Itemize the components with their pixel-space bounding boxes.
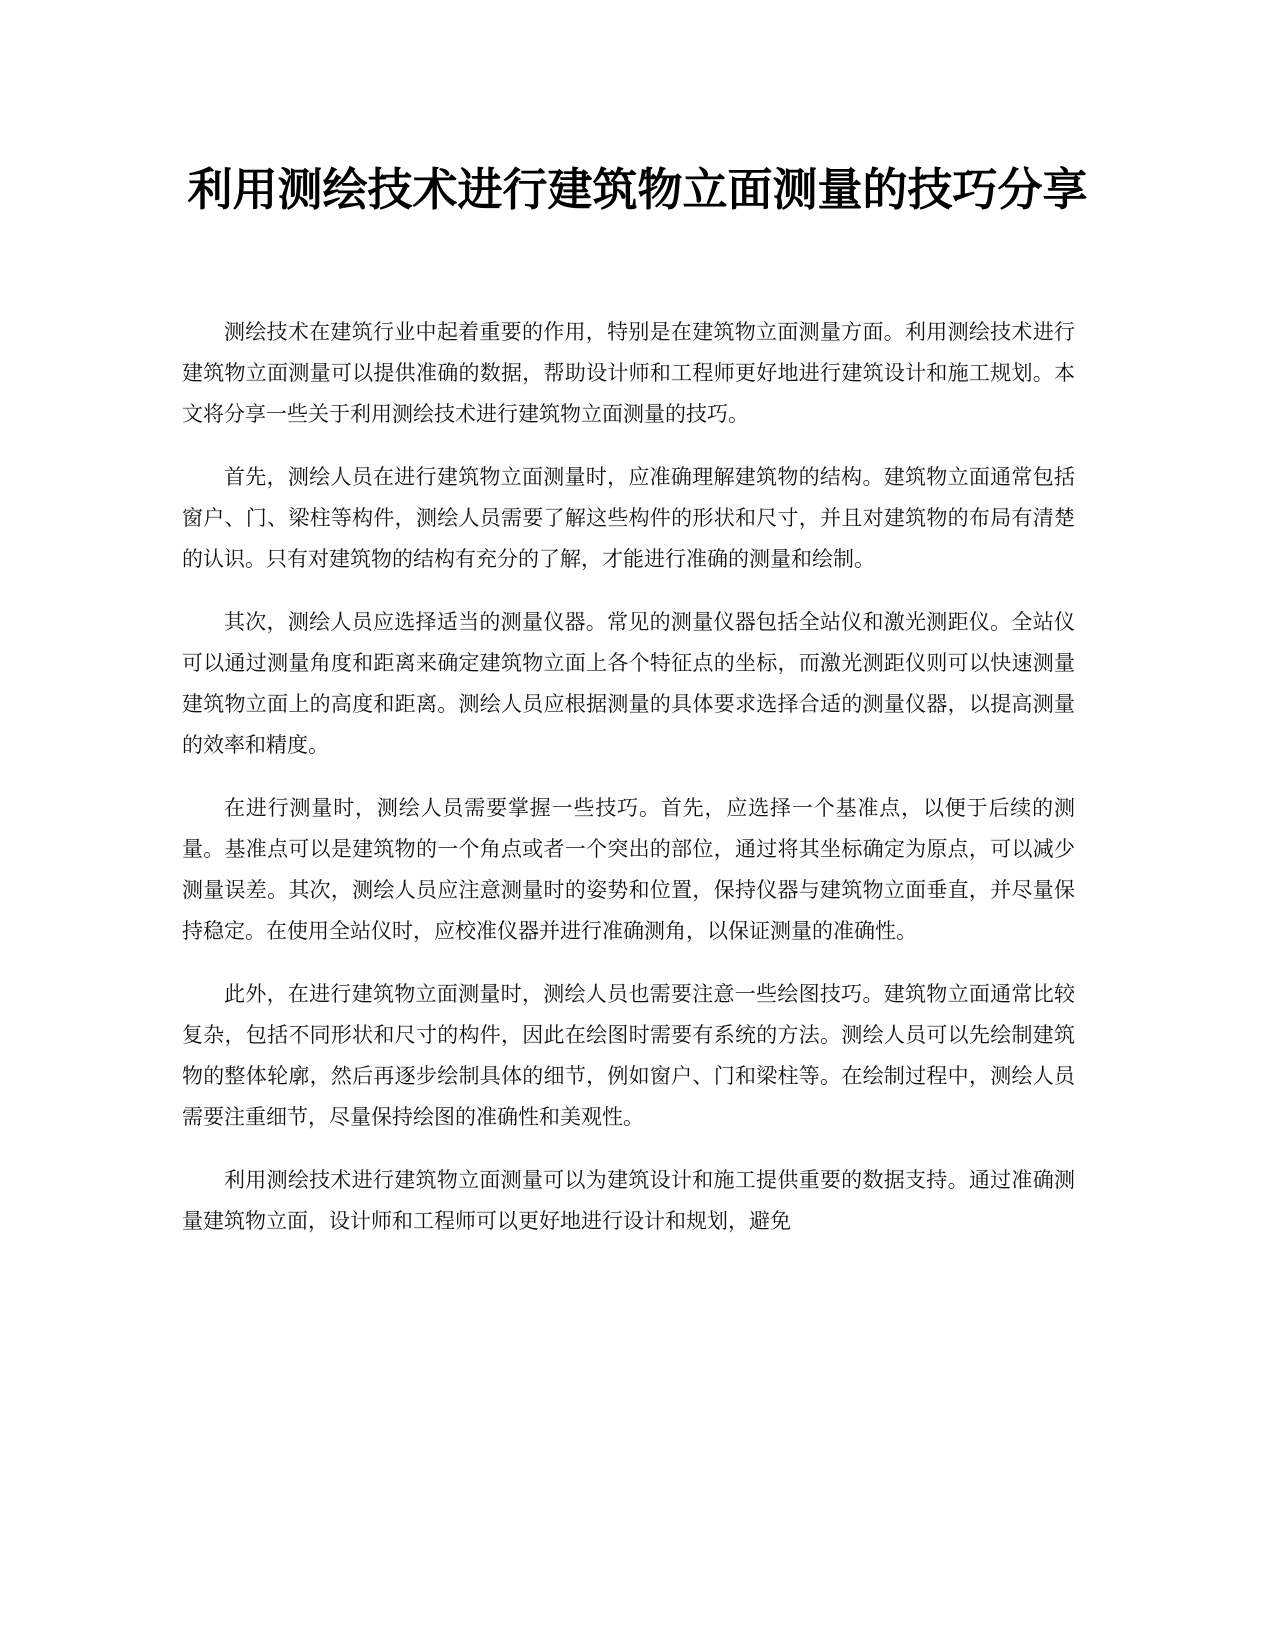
paragraph-4: 在进行测量时，测绘人员需要掌握一些技巧。首先，应选择一个基准点，以便于后续的测量。基准点可以是建筑物的一个角点或者一个突出的部位，通过将其坐标确定为原点，可以减少测量误差。其次，测绘人员应注意测量时的姿势和位置，保持仪器与建筑物立面垂直，并尽量保持稳定。在使用全站仪时，应校准仪器并进行准确测角，以保证测量的准确性。	[182, 796, 1075, 943]
paragraph-1: 测绘技术在建筑行业中起着重要的作用，特别是在建筑物立面测量方面。利用测绘技术进行建筑物立面测量可以提供准确的数据，帮助设计师和工程师更好地进行建筑设计和施工规划。本文将分享一些关于利用测绘技术进行建筑物立面测量的技巧。	[182, 320, 1075, 426]
paragraph-2: 首先，测绘人员在进行建筑物立面测量时，应准确理解建筑物的结构。建筑物立面通常包括窗户、门、梁柱等构件，测绘人员需要了解这些构件的形状和尺寸，并且对建筑物的布局有清楚的认识。只有对建筑物的结构有充分的了解，才能进行准确的测量和绘制。	[182, 465, 1075, 571]
document-body	[182, 312, 1075, 1264]
paragraph-5: 此外，在进行建筑物立面测量时，测绘人员也需要注意一些绘图技巧。建筑物立面通常比较复杂，包括不同形状和尺寸的构件，因此在绘图时需要有系统的方法。测绘人员可以先绘制建筑物的整体轮廓，然后再逐步绘制具体的细节，例如窗户、门和梁柱等。在绘制过程中，测绘人员需要注重细节，尽量保持绘图的准确性和美观性。	[182, 982, 1075, 1129]
paragraph-6: 利用测绘技术进行建筑物立面测量可以为建筑设计和施工提供重要的数据支持。通过准确测量建筑物立面，设计师和工程师可以更好地进行设计和规划，避免	[182, 1168, 1075, 1233]
paragraph-3: 其次，测绘人员应选择适当的测量仪器。常见的测量仪器包括全站仪和激光测距仪。全站仪可以通过测量角度和距离来确定建筑物立面上各个特征点的坐标，而激光测距仪则可以快速测量建筑物立面上的高度和距离。测绘人员应根据测量的具体要求选择合适的测量仪器，以提高测量的效率和精度。	[182, 610, 1075, 757]
document-title: 利用测绘技术进行建筑物立面测量的技巧分享	[187, 163, 1088, 216]
